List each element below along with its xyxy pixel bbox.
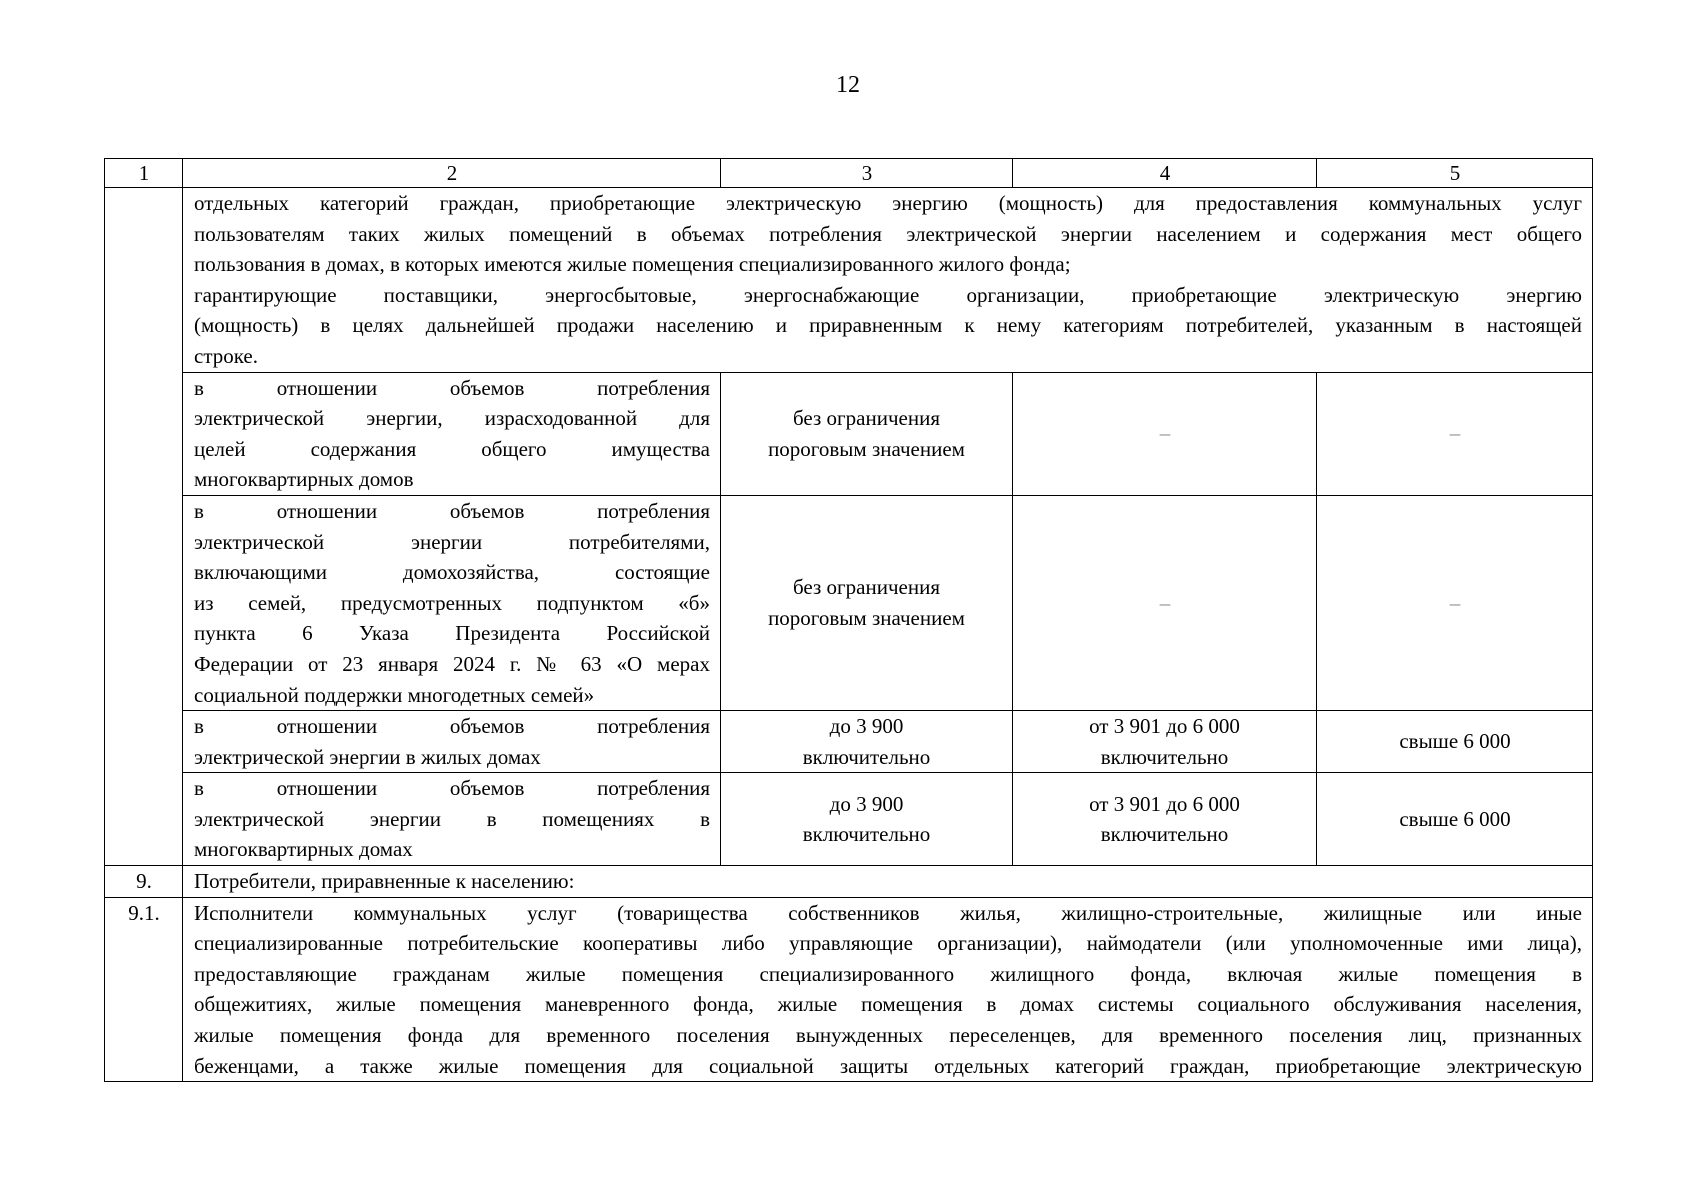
section-line: Исполнители коммунальных услуг (товарищества собственников жилья, жилищно-строительные, жилищные или иные [194, 900, 1582, 925]
section-line: жилые помещения фонда для временного поселения вынужденных переселенцев, для временного поселения лиц, признанных [194, 1023, 1582, 1048]
threshold-cell-3: до 3 900 включительно [721, 711, 1013, 773]
section-9-text: Потребители, приравненные к населению: [183, 866, 1593, 898]
column-header-2: 2 [183, 159, 721, 188]
table-row [105, 495, 1593, 710]
threshold-cell-3: без ограничения пороговым значением [721, 495, 1013, 710]
description-line: Федерации от 23 января 2024 г. № 63 «О мерах [194, 651, 710, 676]
section-line: беженцами, а также жилые помещения для социальной защиты отдельных категорий граждан, приобретающие электрическую [194, 1053, 1582, 1078]
description-line: в отношении объемов потребления [194, 714, 710, 739]
table-row-intro [105, 188, 1593, 373]
threshold-cell-5: свыше 6 000 [1317, 711, 1593, 773]
description-line: целей содержания общего имущества [194, 436, 710, 461]
row-description [183, 773, 721, 866]
threshold-cell-4: от 3 901 до 6 000 включительно [1013, 773, 1317, 866]
intro-line: (мощность) в целях дальнейшей продажи населению и приравненным к нему категориям потребителей, указанным в настоящей [194, 313, 1582, 338]
description-line: многоквартирных домах [194, 837, 413, 862]
description-line: электрической энергии, израсходованной для [194, 406, 710, 431]
description-line: включающими домохозяйства, состоящие [194, 560, 710, 585]
threshold-cell-5: – [1317, 495, 1593, 710]
column-header-1: 1 [105, 159, 183, 188]
row-number: 9. [105, 866, 183, 898]
description-line: электрической энергии потребителями, [194, 529, 710, 554]
column-header-3: 3 [721, 159, 1013, 188]
threshold-cell-5: свыше 6 000 [1317, 773, 1593, 866]
description-line: в отношении объемов потребления [194, 498, 710, 523]
description-line: из семей, предусмотренных подпунктом «б» [194, 590, 710, 615]
table-header-row [105, 159, 1593, 188]
intro-line: отдельных категорий граждан, приобретающие электрическую энергию (мощность) для предоставления коммунальных услуг [194, 191, 1582, 215]
table-row [105, 711, 1593, 773]
threshold-cell-3: до 3 900 включительно [721, 773, 1013, 866]
column-header-4: 4 [1013, 159, 1317, 188]
row-description [183, 495, 721, 710]
threshold-cell-4: – [1013, 495, 1317, 710]
table-row [105, 372, 1593, 495]
section-line: специализированные потребительские кооперативы либо управляющие организации), наймодатели (или уполномоченные ими лица), [194, 931, 1582, 956]
intro-line: пользователям таких жилых помещений в объемах потребления электрической энергии населением и содержания мест общего [194, 221, 1582, 246]
description-line: электрической энергии в жилых домах [194, 744, 541, 769]
table-row [105, 773, 1593, 866]
row-description [183, 711, 721, 773]
row-description [183, 372, 721, 495]
threshold-cell-5: – [1317, 372, 1593, 495]
table-row-section-9-1 [105, 897, 1593, 1082]
intro-line: строке. [194, 343, 259, 368]
section-9-1-text [183, 897, 1593, 1082]
threshold-cell-3: без ограничения пороговым значением [721, 372, 1013, 495]
column-header-5: 5 [1317, 159, 1593, 188]
description-line: пункта 6 Указа Президента Российской [194, 621, 710, 646]
intro-line: пользования в домах, в которых имеются жилые помещения специализированного жилого фонда; [194, 252, 1071, 277]
tariff-table [104, 158, 1593, 1082]
threshold-cell-4: – [1013, 372, 1317, 495]
intro-text-cell [183, 188, 1593, 373]
description-line: в отношении объемов потребления [194, 776, 710, 801]
description-line: социальной поддержки многодетных семей» [194, 682, 595, 707]
row-number-empty [105, 188, 183, 866]
description-line: в отношении объемов потребления [194, 375, 710, 400]
page-number: 12 [836, 72, 860, 98]
description-line: электрической энергии в помещениях в [194, 806, 710, 831]
threshold-cell-4: от 3 901 до 6 000 включительно [1013, 711, 1317, 773]
section-line: предоставляющие гражданам жилые помещения специализированного жилищного фонда, включая жилые помещения в [194, 961, 1582, 986]
table-row-section-9 [105, 866, 1593, 898]
row-number: 9.1. [105, 897, 183, 1082]
description-line: многоквартирных домов [194, 467, 414, 492]
section-line: общежитиях, жилые помещения маневренного фонда, жилые помещения в домах системы социального обслуживания населения, [194, 992, 1582, 1017]
intro-line: гарантирующие поставщики, энергосбытовые, энергоснабжающие организации, приобретающие электрическую энергию [194, 282, 1582, 307]
